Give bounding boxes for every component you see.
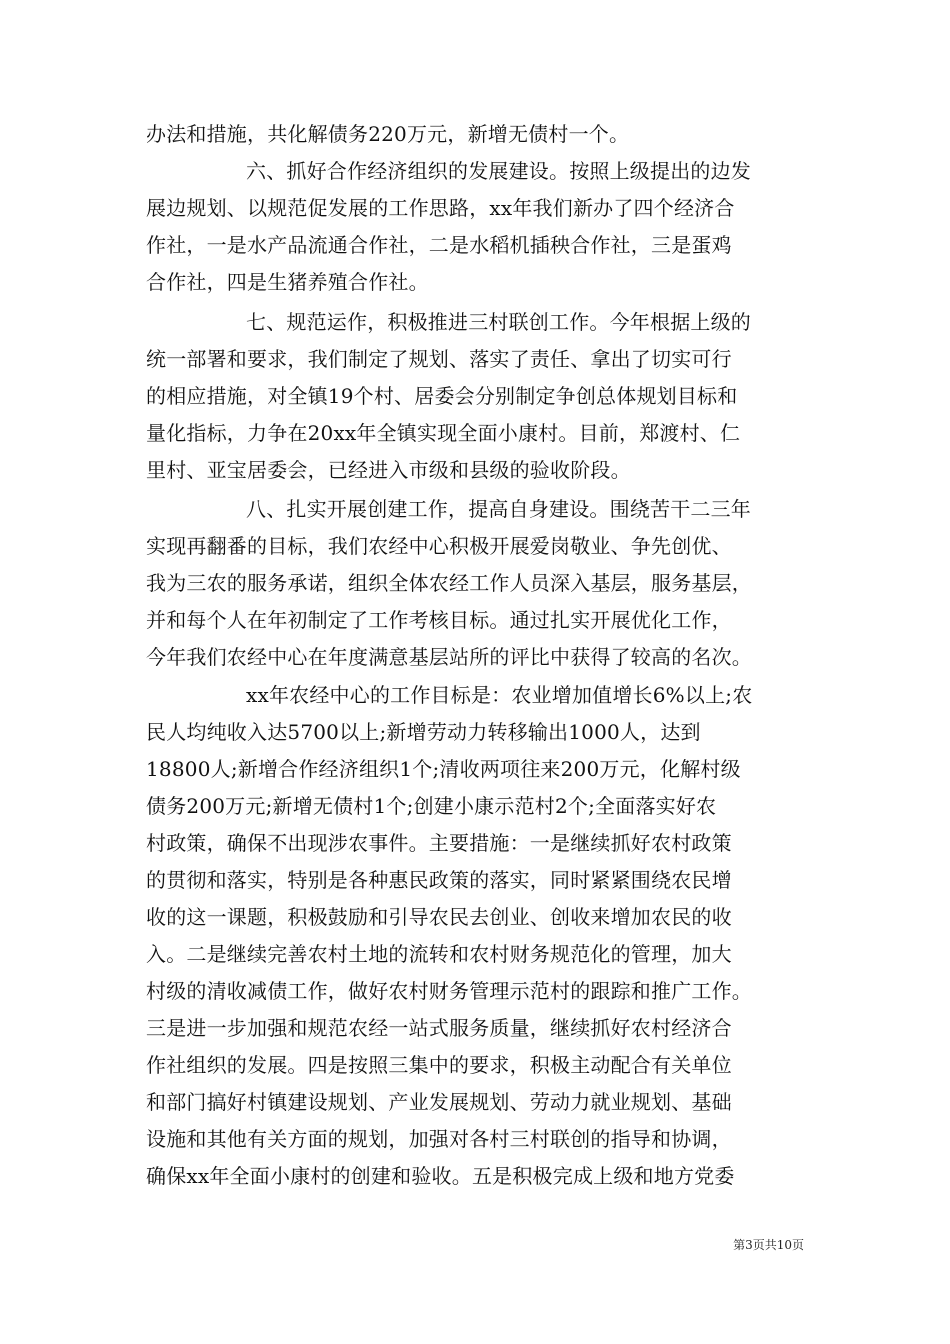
page-number-footer: 第3页共10页 xyxy=(733,1238,804,1252)
text-line-16: xx年农经中心的工作目标是：农业增加值增长6%以上;农 xyxy=(246,683,753,707)
text-line-19: 债务200万元;新增无债村1个;创建小康示范村2个;全面落实好农 xyxy=(146,794,717,818)
text-line-24: 村级的清收减债工作，做好农村财务管理示范村的跟踪和推广工作。 xyxy=(146,979,752,1003)
text-line-12: 实现再翻番的目标，我们农经中心积极开展爱岗敬业、争先创优、 xyxy=(146,534,732,558)
text-line-5: 合作社，四是生猪养殖合作社。 xyxy=(146,270,429,294)
text-line-25: 三是进一步加强和规范农经一站式服务质量，继续抓好农村经济合 xyxy=(146,1016,732,1040)
text-line-9: 量化指标，力争在20xx年全镇实现全面小康村。目前，郑渡村、仁 xyxy=(146,421,741,445)
text-line-3: 展边规划、以规范促发展的工作思路，xx年我们新办了四个经济合 xyxy=(146,196,735,220)
text-line-20: 村政策，确保不出现涉农事件。主要措施：一是继续抓好农村政策 xyxy=(146,831,732,855)
text-line-2: 六、抓好合作经济组织的发展建设。按照上级提出的边发 xyxy=(246,159,751,183)
text-line-29: 确保xx年全面小康村的创建和验收。五是积极完成上级和地方党委 xyxy=(146,1164,735,1188)
text-line-26: 作社组织的发展。四是按照三集中的要求，积极主动配合有关单位 xyxy=(146,1053,732,1077)
text-line-21: 的贯彻和落实，特别是各种惠民政策的落实，同时紧紧围绕农民增 xyxy=(146,868,732,892)
text-line-18: 18800人;新增合作经济组织1个;清收两项往来200万元，化解村级 xyxy=(146,757,741,781)
text-line-10: 里村、亚宝居委会，已经进入市级和县级的验收阶段。 xyxy=(146,458,631,482)
text-line-27: 和部门搞好村镇建设规划、产业发展规划、劳动力就业规划、基础 xyxy=(146,1090,732,1114)
text-line-14: 并和每个人在年初制定了工作考核目标。通过扎实开展优化工作， xyxy=(146,608,732,632)
text-line-23: 入。二是继续完善农村土地的流转和农村财务规范化的管理，加大 xyxy=(146,942,732,966)
text-line-22: 收的这一课题，积极鼓励和引导农民去创业、创收来增加农民的收 xyxy=(146,905,732,929)
text-line-28: 设施和其他有关方面的规划，加强对各村三村联创的指导和协调， xyxy=(146,1127,732,1151)
text-line-6: 七、规范运作，积极推进三村联创工作。今年根据上级的 xyxy=(246,310,751,334)
text-line-4: 作社，一是水产品流通合作社，二是水稻机插秧合作社，三是蛋鸡 xyxy=(146,233,732,257)
text-line-1: 办法和措施，共化解债务220万元，新增无债村一个。 xyxy=(146,122,630,146)
text-line-13: 我为三农的服务承诺，组织全体农经工作人员深入基层，服务基层， xyxy=(146,571,752,595)
text-line-8: 的相应措施，对全镇19个村、居委会分别制定争创总体规划目标和 xyxy=(146,384,738,408)
text-line-17: 民人均纯收入达5700以上;新增劳动力转移输出1000人，达到 xyxy=(146,720,701,744)
text-line-15: 今年我们农经中心在年度满意基层站所的评比中获得了较高的名次。 xyxy=(146,645,752,669)
text-line-11: 八、扎实开展创建工作，提高自身建设。围绕苦干二三年 xyxy=(246,497,751,521)
text-line-7: 统一部署和要求，我们制定了规划、落实了责任、拿出了切实可行 xyxy=(146,347,732,371)
